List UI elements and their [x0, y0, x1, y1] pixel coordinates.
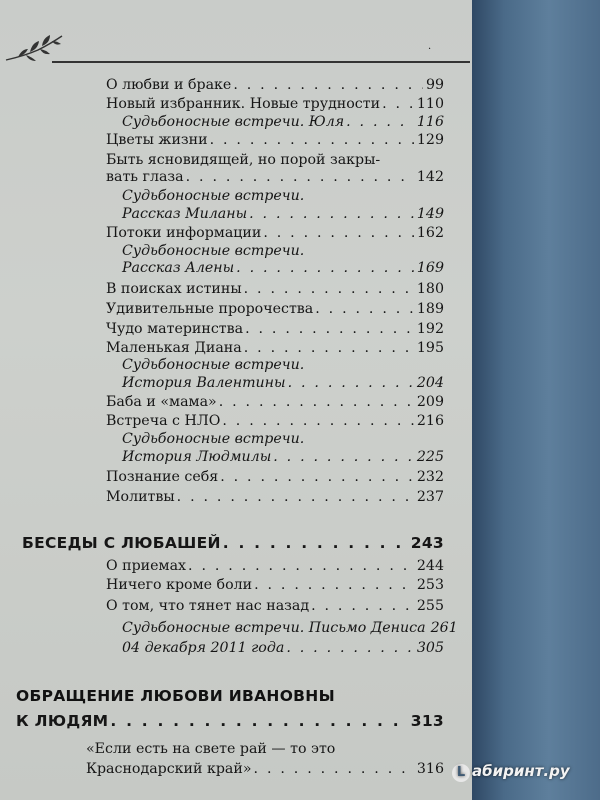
toc-entry-title: Новый избранник. Новые трудности [106, 96, 381, 112]
book-cover-edge [472, 0, 600, 800]
toc-entry-title: Рассказ Миланы [122, 206, 248, 222]
toc-entry-title: Удивительные пророчества [106, 301, 314, 317]
toc-leader [247, 205, 414, 223]
toc-entry-page: 316 [416, 761, 444, 777]
section-title: БЕСЕДЫ С ЛЮБАШЕЙ [22, 534, 221, 552]
toc-entry-page: 305 [416, 640, 444, 656]
toc-entry [106, 339, 444, 357]
toc-leader [243, 320, 414, 338]
toc-leader [231, 76, 423, 94]
toc-leader [380, 95, 414, 113]
section-heading [22, 534, 444, 552]
toc-leader [284, 639, 414, 657]
toc-leader [208, 131, 414, 149]
toc-entry-title-line1: Судьбоносные встречи. [122, 431, 305, 447]
toc-entry [122, 374, 444, 392]
toc-entry-title: История Людмилы [122, 449, 272, 465]
toc-entry [86, 760, 444, 778]
toc-entry [122, 259, 444, 277]
toc-entry-page: 192 [416, 321, 444, 337]
toc-leader [261, 224, 414, 242]
toc-leader [252, 760, 414, 778]
toc-entry-page: 255 [416, 598, 444, 614]
toc-entry-page: 237 [416, 489, 444, 505]
toc-entry-page: 189 [416, 301, 444, 317]
toc-entry-page: 232 [416, 469, 444, 485]
toc-entry [122, 205, 444, 223]
toc-leader [252, 576, 414, 594]
toc-entry [106, 131, 444, 149]
watermark [452, 762, 570, 782]
toc-entry [106, 280, 444, 298]
toc-leader [217, 393, 414, 411]
toc-entry [106, 320, 444, 338]
toc-entry-title: Краснодарский край» [86, 761, 252, 777]
toc-entry-title: О приемах [106, 558, 187, 574]
toc-entry-title: О том, что тянет нас назад [106, 598, 310, 614]
toc-entry-page: 99 [425, 77, 444, 93]
toc-entry-title-line1: Судьбоносные встречи. [122, 188, 305, 204]
toc-entry [106, 488, 444, 506]
toc-entry-page: 142 [416, 169, 444, 185]
section-heading [16, 712, 444, 730]
toc-entry-title: История Валентины [122, 375, 286, 391]
toc-entry [122, 619, 458, 637]
toc-leader [309, 597, 414, 615]
toc-leader [242, 339, 414, 357]
toc-leader [242, 280, 414, 298]
toc-entry-page: 225 [416, 449, 444, 465]
toc-entry [106, 557, 444, 575]
toc-leader [175, 488, 414, 506]
toc-entry-title: Цветы жизни [106, 132, 208, 148]
toc-entry-title: Потоки информации [106, 225, 262, 241]
toc-leader [271, 448, 414, 466]
toc-entry [106, 412, 444, 430]
toc-entry [106, 393, 444, 411]
toc-entry [106, 76, 444, 94]
toc-entry-page: 209 [416, 394, 444, 410]
section-page: 313 [410, 712, 444, 730]
toc-entry-title-line1: Судьбоносные встречи. [122, 357, 305, 373]
toc-entry-title-line1: Судьбоносные встречи. [122, 243, 305, 259]
toc-entry-title: Маленькая Диана [106, 340, 242, 356]
toc-entry-page: 180 [416, 281, 444, 297]
toc-entry-page: 261 [430, 620, 458, 636]
toc-entry-title: В поисках истины [106, 281, 242, 297]
section-title: К ЛЮДЯМ [16, 712, 109, 730]
toc-entry-page: 216 [416, 413, 444, 429]
toc-leader [286, 374, 414, 392]
toc-entry-title: Судьбоносные встречи. Юля [122, 114, 345, 130]
toc-entry-title: Ничего кроме боли [106, 577, 253, 593]
toc-leader [344, 113, 414, 131]
toc-entry-page: 253 [416, 577, 444, 593]
toc-entry-title: вать глаза [106, 169, 184, 185]
toc-entry [106, 224, 444, 242]
toc-entry [122, 448, 444, 466]
toc-entry-title: Судьбоносные встречи. Письмо Дениса [122, 620, 426, 636]
toc-leader [313, 300, 414, 318]
toc-leader [186, 557, 414, 575]
toc-entry-title: О любви и браке [106, 77, 232, 93]
toc-entry-title: Чудо материнства [106, 321, 244, 337]
toc-entry-title: Рассказ Алены [122, 260, 235, 276]
toc-entry [106, 95, 444, 113]
toc-entry-title: Встреча с НЛО [106, 413, 221, 429]
watermark-text: абиринт.ру [472, 762, 570, 780]
toc-entry-page: 129 [416, 132, 444, 148]
toc-entry-title: Познание себя [106, 469, 219, 485]
toc-leader [108, 712, 407, 730]
toc-entry-page: 244 [416, 558, 444, 574]
toc-entry [106, 468, 444, 486]
toc-entry-title-line1: Быть ясновидящей, но порой закры- [106, 152, 381, 168]
toc-entry [106, 576, 444, 594]
toc-entry [122, 113, 444, 131]
toc-entry-page: 169 [416, 260, 444, 276]
toc-entry-page: 204 [416, 375, 444, 391]
toc-entry-title: Молитвы [106, 489, 175, 505]
toc-entry [106, 300, 444, 318]
toc-entry-page: 162 [416, 225, 444, 241]
toc-entry-title: Баба и «мама» [106, 394, 217, 410]
toc-entry-page: 110 [416, 96, 444, 112]
toc-leader [234, 259, 414, 277]
toc-leader [220, 412, 414, 430]
toc-entry-page: 116 [416, 114, 444, 130]
labirint-logo-icon: L [452, 764, 470, 782]
section-page: 243 [410, 534, 444, 552]
toc-entry [122, 639, 444, 657]
toc-leader [221, 534, 408, 552]
toc-entry-title-line1: «Если есть на свете рай — то это [86, 741, 336, 757]
header-dot: · [428, 44, 432, 55]
toc-entry [106, 597, 444, 615]
toc-entry-page: 149 [416, 206, 444, 222]
section-title-line1: ОБРАЩЕНИЕ ЛЮБОВИ ИВАНОВНЫ [16, 687, 335, 705]
toc-leader [218, 468, 414, 486]
toc-entry [106, 168, 444, 186]
toc-entry-page: 195 [416, 340, 444, 356]
toc-leader [184, 168, 414, 186]
toc-entry-title: 04 декабря 2011 года [122, 640, 285, 656]
